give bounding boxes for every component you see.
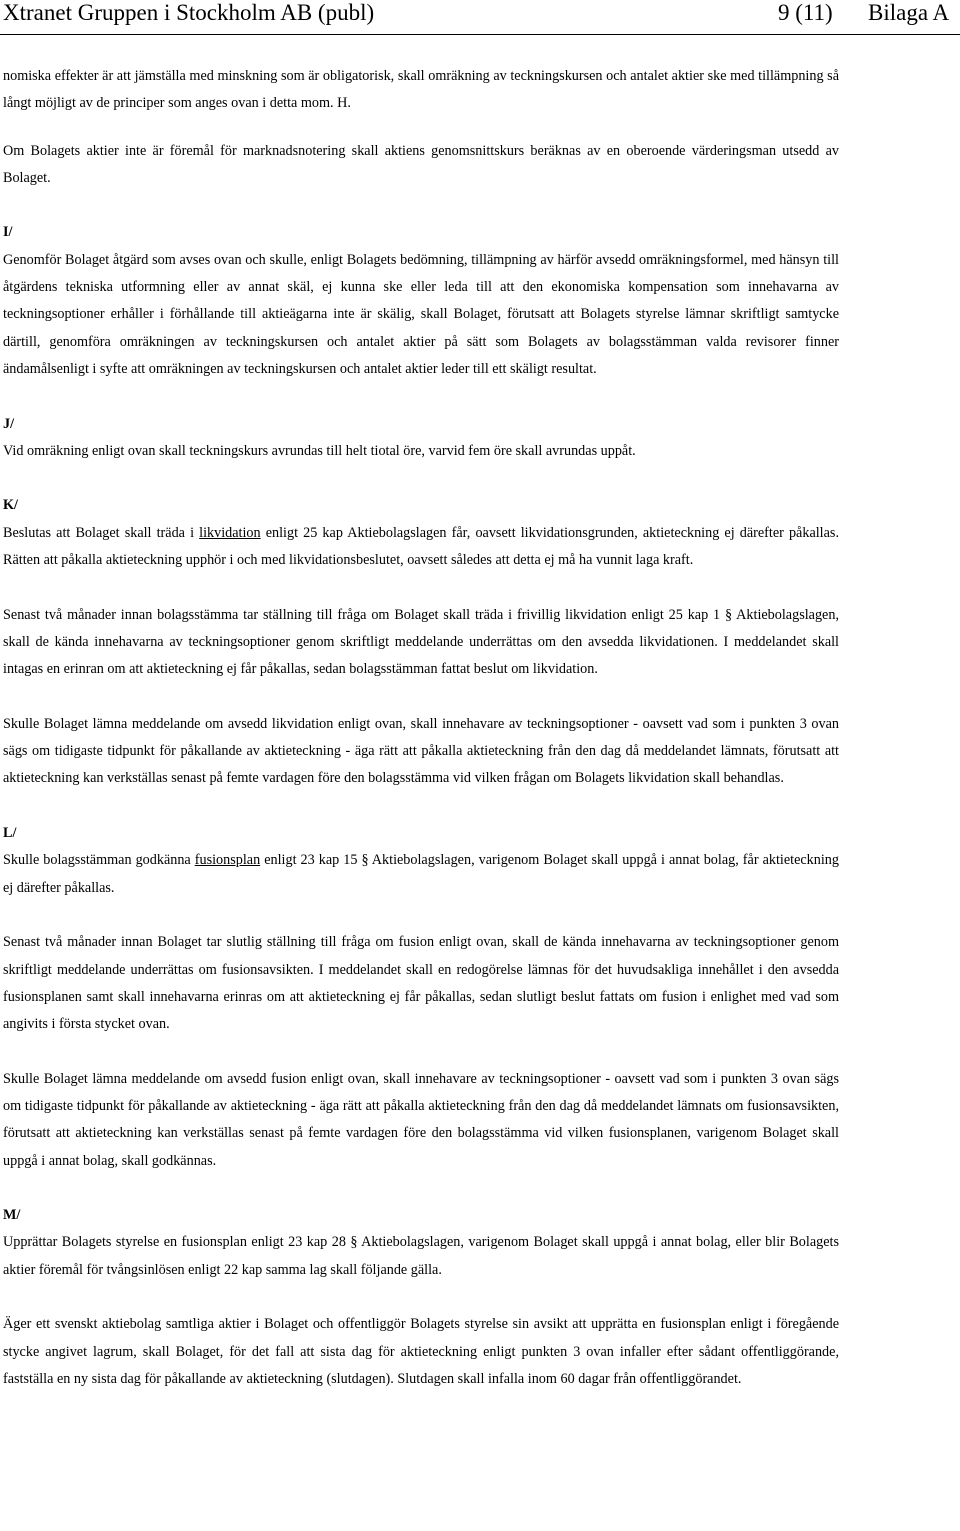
section-l-text-3: Skulle Bolaget lämna meddelande om avsedd fusion enligt ovan, skall innehavare av teckningsoptioner - oavsett vad som i punkten 3 ovan sägs om tidigaste tidpunkt för påkallande av aktieteckning - äga rätt att påkalla aktieteckning från den dag då meddelandet lämnats om fusionsavsikten, förutsatt att aktieteckning kan verkställas senast på femte vardagen före den bolagsstämma vid vilken fusionsplanen, varigenom Bolaget skall uppgå i annat bolag, skall godkännas.: [3, 1070, 839, 1169]
section-j-text: Vid omräkning enligt ovan skall teckningskurs avrundas till helt tiotal öre, varvid fem öre skall avrundas uppåt.: [3, 442, 636, 459]
section-l-text-1: [3, 847, 839, 902]
section-m-text-2: Äger ett svenskt aktiebolag samtliga aktier i Bolaget och offentliggör Bolagets styrelse sin avsikt att upprätta en fusionsplan enligt i föregående stycke angivet lagrum, skall Bolaget, för det fall att sista dag för aktieteckning enligt punkten 3 ovan infaller efter sådant offentliggörande, fastställa en ny sista dag för påkallande av aktieteckning (slutdagen). Slutdagen skall infalla inom 60 dagar från offentliggörandet.: [3, 1316, 839, 1387]
document-title: Xtranet Gruppen i Stockholm AB (publ): [3, 0, 375, 25]
fusionsplan-link[interactable]: fusionsplan: [194, 852, 261, 869]
paragraph-intro-1: nomiska effekter är att jämställa med minskning som är obligatorisk, skall omräkning av teckningskursen och antalet aktier ske med tillämpning så långt möjligt av de principer som anges ovan i detta mom. H.: [3, 68, 839, 112]
attachment-label: Bilaga A: [868, 0, 950, 25]
header-divider: [0, 34, 960, 35]
section-heading-l: L/: [3, 825, 17, 842]
section-i-text: Genomför Bolaget åtgärd som avses ovan och skulle, enligt Bolagets bedömning, tillämpning av härför avsedd omräkningsformel, med hänsyn till åtgärdens tekniska utformning eller av annat skäl, ej kunna ske eller leda till att den ekonomiska kompensation som innehavarna av teckningsoptioner erhåller i förhållande till aktieägarna inte är skälig, skall Bolaget, förutsatt att Bolagets styrelse lämnar skriftligt samtycke därtill, genomföra omräkningen av teckningskursen och antalet aktier på sätt som Bolagets av bolagsstämman valda revisorer finner ändamålsenligt i syfte att omräkningen av teckningskursen och antalet aktier leder till ett skäligt resultat.: [3, 251, 839, 377]
section-k-text-3: Skulle Bolaget lämna meddelande om avsedd likvidation enligt ovan, skall innehavare av teckningsoptioner - oavsett vad som i punkten 3 ovan sägs om tidigaste tidpunkt för påkallande av aktieteckning - äga rätt att påkalla aktieteckning från den dag då meddelandet lämnats, förutsatt att aktieteckning kan verkställas senast på femte vardagen före den bolagsstämma vid vilken frågan om Bolagets likvidation skall behandlas.: [3, 715, 839, 787]
section-l-text-2: Senast två månader innan Bolaget tar slutlig ställning till fråga om fusion enligt ovan, skall de kända innehavarna av teckningsoptioner genom skriftligt meddelande underrättas om fusionsavsikten. I meddelandet skall en redogörelse lämnas för det huvudsakliga innehållet i den avsedda fusionsplanen samt skall innehavarna erinras om att aktieteckning ej får påkallas, sedan slutligt beslut fattats om fusion i enlighet med vad som angivits i första stycket ovan.: [3, 934, 839, 1033]
section-heading-m: M/: [3, 1207, 21, 1224]
paragraph-intro-2: Om Bolagets aktier inte är föremål för marknadsnotering skall aktiens genomsnittskurs beräknas av en oberoende värderingsman utsedd av Bolaget.: [3, 142, 839, 186]
section-l-text-1b: enligt 23 kap 15 § Aktiebolagslagen, varigenom Bolaget skall uppgå i annat bolag, får aktieteckning ej därefter påkallas.: [3, 852, 839, 896]
section-heading-i: I/: [3, 224, 13, 241]
section-l-text-1a: Skulle bolagsstämman godkänna: [3, 852, 195, 869]
section-heading-j: J/: [3, 415, 15, 432]
likvidation-link[interactable]: likvidation: [199, 524, 261, 541]
section-k-text-1a: Beslutas att Bolaget skall träda i: [3, 524, 200, 541]
section-k-text-1: [3, 520, 839, 575]
section-k-text-2: Senast två månader innan bolagsstämma tar ställning till fråga om Bolaget skall träda i frivillig likvidation enligt 25 kap 1 § Aktiebolagslagen, skall de kända innehavarna av teckningsoptioner genom skriftligt meddelande underrättas om den avsedda likvidationen. I meddelandet skall intagas en erinran om att aktieteckning ej får påkallas, sedan bolagsstämman fattat beslut om likvidation.: [3, 606, 839, 678]
section-k-text-1b: enligt 25 kap Aktiebolagslagen får, oavsett likvidationsgrunden, aktieteckning ej därefter påkallas. Rätten att påkalla aktieteckning upphör i och med likvidationsbeslutet, oavsett således att detta ej må ha vunnit laga kraft.: [3, 524, 839, 569]
page-number: 9 (11): [778, 0, 833, 25]
section-heading-k: K/: [3, 497, 18, 514]
document-body: [3, 63, 839, 1421]
page-header: [0, 0, 960, 34]
section-m-text-1: Upprättar Bolagets styrelse en fusionsplan enligt 23 kap 28 § Aktiebolagslagen, varigenom Bolaget skall uppgå i annat bolag, eller blir Bolagets aktier föremål för tvångsinlösen enligt 22 kap samma lag skall följande gälla.: [3, 1234, 839, 1278]
